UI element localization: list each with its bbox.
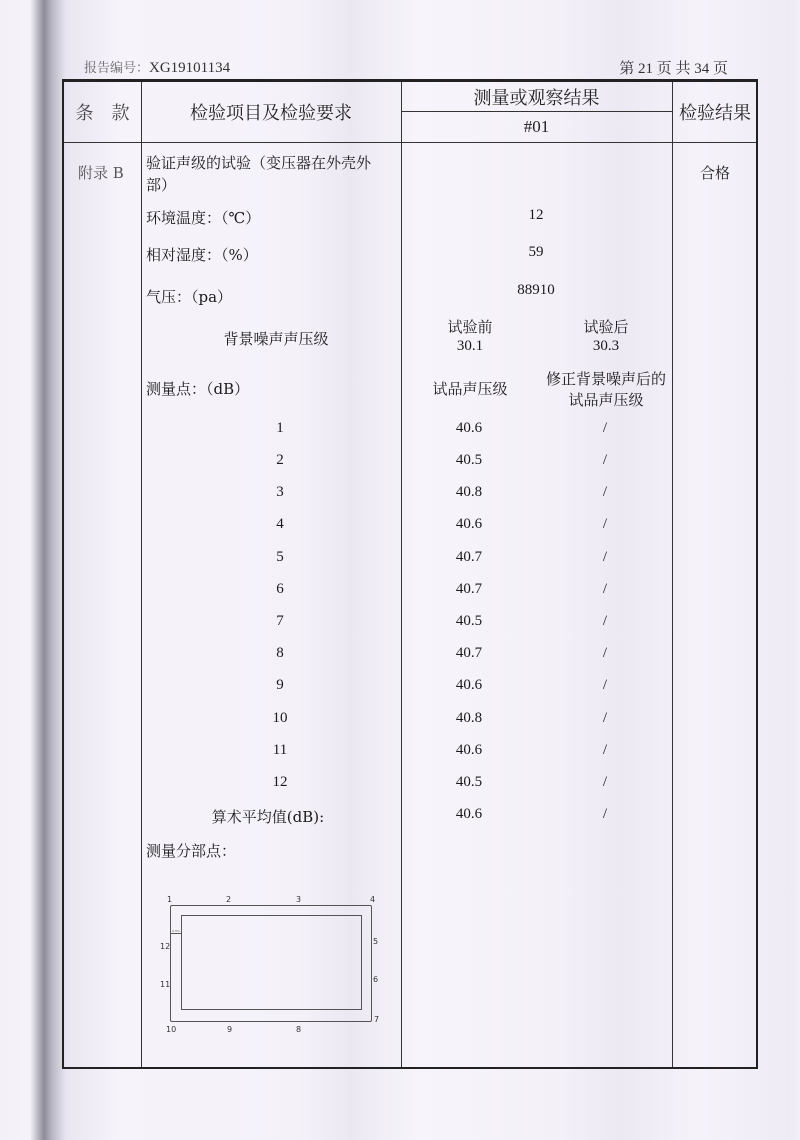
spl-value: 40.6 [455, 742, 483, 758]
point-number: 9 [276, 677, 284, 693]
point-label-10: 10 [166, 1025, 177, 1034]
before-test-label: 试验前 [447, 318, 493, 336]
average-label: 算术平均值(dB): [211, 808, 325, 826]
background-noise-label: 背景噪声声压级 [223, 330, 329, 348]
spl-value: 40.7 [455, 581, 483, 597]
point-label-11: 11 [160, 980, 171, 989]
spl-value: 40.5 [455, 452, 483, 468]
corrected-value: / [602, 645, 608, 661]
point-label-3: 3 [296, 895, 302, 904]
distribution-label: 测量分部点： [146, 842, 237, 860]
corrected-value: / [602, 677, 608, 693]
measure-point-label: 测量点：（dB） [146, 380, 250, 398]
point-number: 8 [276, 645, 284, 661]
corrected-value: / [602, 484, 608, 500]
spl-value: 40.5 [455, 613, 483, 629]
header-clause: 条 款 [75, 103, 130, 124]
clause-id: 附录 B [78, 164, 124, 182]
spl-value: 40.8 [455, 484, 483, 500]
before-test-value: 30.1 [456, 338, 484, 354]
condition-pressure-label: 气压：（pa） [146, 288, 233, 306]
spl-value: 40.5 [455, 774, 483, 790]
condition-pressure-value: 88910 [517, 282, 555, 298]
point-number: 2 [276, 452, 284, 468]
divider [64, 142, 756, 143]
point-label-1: 1 [167, 895, 173, 904]
header-measure: 测量或观察结果 [473, 87, 600, 109]
point-number: 10 [272, 710, 288, 726]
point-number: 4 [276, 516, 284, 532]
page-header [84, 57, 728, 77]
corrected-spl-label-line1: 修正背景噪声后的 [545, 370, 667, 388]
spl-value: 40.6 [455, 420, 483, 436]
condition-humidity-label: 相对湿度：（%） [146, 246, 258, 264]
divider [672, 82, 673, 1067]
corrected-value: / [602, 516, 608, 532]
after-test-label: 试验后 [583, 318, 629, 336]
corrected-value: / [602, 420, 608, 436]
point-label-2: 2 [226, 895, 232, 904]
corrected-value: / [602, 549, 608, 565]
point-label-4: 4 [370, 895, 376, 904]
spl-value: 40.7 [455, 645, 483, 661]
dimension-line [171, 933, 181, 934]
spl-value: 40.7 [455, 549, 483, 565]
point-number: 7 [276, 613, 284, 629]
corrected-spl-label-line2: 试品声压级 [568, 391, 644, 409]
point-number: 3 [276, 484, 284, 500]
divider [141, 82, 142, 1067]
measurement-point-diagram [160, 895, 390, 1035]
after-test-value: 30.3 [592, 338, 620, 354]
spl-value: 40.6 [455, 516, 483, 532]
corrected-value: / [602, 581, 608, 597]
header-sample-id: #01 [523, 116, 550, 136]
header-result: 检验结果 [679, 103, 751, 124]
report-number-label: 报告编号： [84, 61, 150, 76]
point-label-6: 6 [373, 975, 379, 984]
header-item: 检验项目及检验要求 [190, 103, 352, 124]
report-number [84, 57, 230, 77]
point-label-7: 7 [374, 1015, 380, 1024]
corrected-value: / [602, 742, 608, 758]
average-corrected-value: / [602, 806, 608, 822]
point-label-9: 9 [227, 1025, 233, 1034]
point-label-8: 8 [296, 1025, 302, 1034]
corrected-value: / [602, 774, 608, 790]
average-spl-value: 40.6 [455, 806, 483, 822]
point-number: 1 [276, 420, 284, 436]
test-name-line1: 验证声级的试验（变压器在外壳外 [146, 154, 372, 172]
point-number: 11 [272, 742, 288, 758]
point-number: 6 [276, 581, 284, 597]
test-name-line2: 部） [146, 176, 177, 194]
page-number: 第 21 页 共 34 页 [619, 61, 728, 77]
corrected-value: / [602, 613, 608, 629]
dimension-label: 0.3m [172, 929, 180, 933]
result-pass: 合格 [700, 164, 731, 182]
condition-temperature-label: 环境温度：（℃） [146, 209, 261, 227]
spl-label: 试品声压级 [432, 380, 508, 398]
divider [401, 82, 402, 1067]
report-number-value: XG19101134 [149, 60, 231, 76]
corrected-value: / [602, 452, 608, 468]
point-label-12: 12 [160, 942, 171, 951]
spl-value: 40.8 [455, 710, 483, 726]
transformer-outline [181, 915, 362, 1010]
spl-value: 40.6 [455, 677, 483, 693]
condition-humidity-value: 59 [528, 244, 544, 260]
corrected-value: / [602, 710, 608, 726]
point-number: 5 [276, 549, 284, 565]
condition-temperature-value: 12 [528, 207, 544, 223]
point-label-5: 5 [373, 937, 379, 946]
point-number: 12 [272, 774, 288, 790]
